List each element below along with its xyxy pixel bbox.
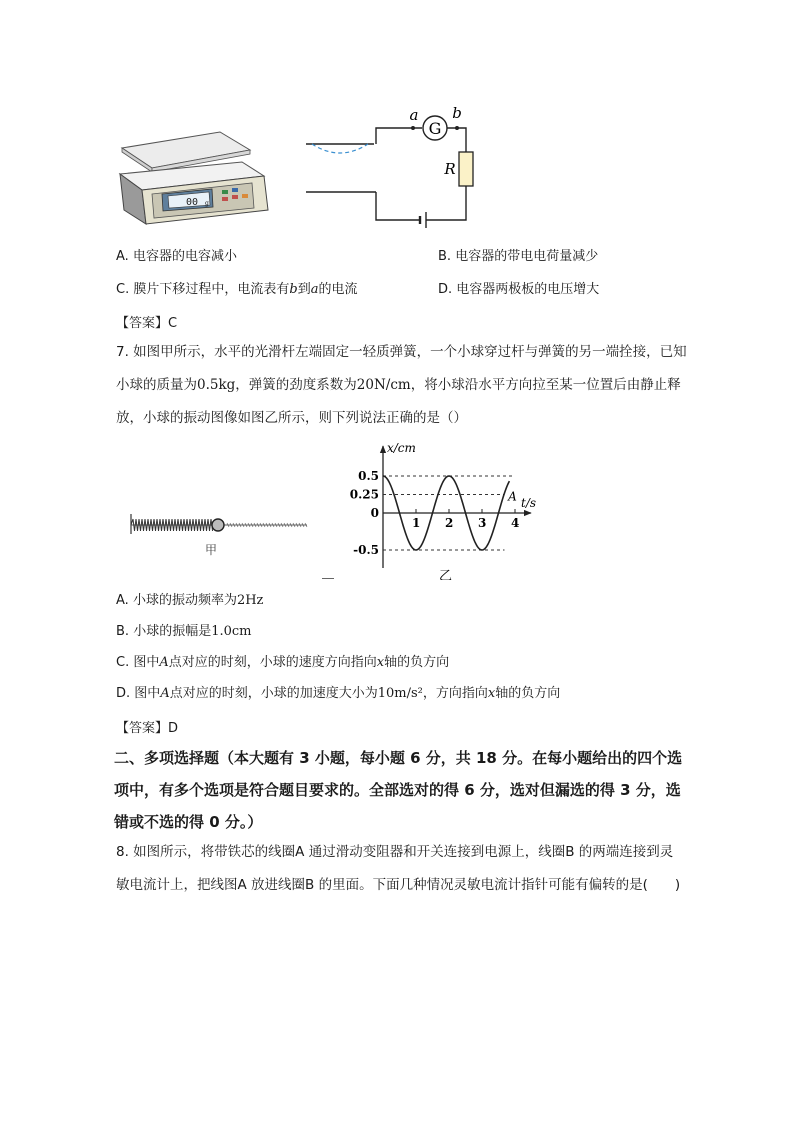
scale-display-value: 00: [185, 197, 199, 208]
y-axis-label: x/cm: [387, 441, 416, 455]
q7-option-a: A. 小球的振动频率为2Hz: [116, 593, 264, 608]
q7-answer: 【答案】D: [116, 721, 179, 736]
y-tick-label: 0: [370, 506, 379, 520]
q8-stem: 8. 如图所示，将带铁芯的线圈A 通过滑动变阻器和开关连接到电源上，线圈B 的两端连接到灵 敏电流计上，把线图A 放进线圈B 的里面。下面几种情况灵敏电流计指针可能有偏转的是( ): [116, 844, 681, 893]
ball: [212, 519, 224, 531]
resistor: [459, 152, 473, 186]
q6-answer: 【答案】C: [116, 316, 178, 331]
point-a-label: A: [508, 489, 517, 504]
q7-option-d: D. 图中A点对应的时刻，小球的加速度大小为10m/s²，方向指向x轴的负方向: [116, 686, 561, 701]
decorative-dash: [322, 578, 334, 579]
capacitor-circuit-diagram: [302, 100, 482, 230]
x-axis-label: t/s: [521, 496, 537, 510]
y-tick-label: 0.25: [349, 487, 379, 502]
section-2-heading: 二、多项选择题（本大题有 3 小题，每小题 6 分，共 18 分。在每小题给出的四个选 项中，有多个选项是符合题目要求的。全部选对的得 6 分，选对但漏选的得 3 分，选 错或不选的得 0 分。）: [114, 749, 683, 831]
x-tick-label: 1: [412, 516, 421, 530]
scale-display-unit: g: [205, 200, 209, 207]
vibration-graph: [335, 440, 575, 580]
q6-option-c: C. 膜片下移过程中，电流表有b到a的电流: [116, 282, 358, 297]
x-tick-label: 3: [478, 516, 487, 530]
figure-yi-label: 乙: [439, 569, 453, 580]
q7-stem: 7. 如图甲所示，水平的光滑杆左端固定一轻质弹簧，一个小球穿过杆与弹簧的另一端拴接，已知 小球的质量为0.5kg，弹簧的劲度系数为20N/cm，将小球沿水平方向拉至某一位置后由静止释 放，小球的振动图像如图乙所示，则下列说法正确的是（）: [116, 344, 687, 426]
galvanometer-label: G: [428, 119, 442, 138]
q7-option-b: B. 小球的振幅是1.0cm: [116, 624, 252, 639]
x-tick-label: 2: [445, 516, 454, 530]
terminal-b-label: b: [452, 104, 462, 122]
q6-option-d: D. 电容器两极板的电压增大: [438, 282, 600, 297]
terminal-a-label: a: [409, 106, 419, 124]
y-tick-label: 0.5: [358, 469, 379, 483]
x-tick-label: 4: [511, 516, 520, 530]
figure-jia-label: 甲: [205, 543, 218, 557]
spring-ball-figure: [125, 508, 315, 564]
y-tick-label: -0.5: [353, 543, 379, 557]
q6-option-b: B. 电容器的带电电荷量减少: [438, 249, 599, 264]
electronic-scale-figure: [112, 128, 272, 228]
resistor-label: R: [444, 160, 456, 178]
q7-option-c: C. 图中A点对应的时刻，小球的速度方向指向x轴的负方向: [116, 655, 450, 670]
q6-option-a: A. 电容器的电容减小: [116, 249, 237, 264]
